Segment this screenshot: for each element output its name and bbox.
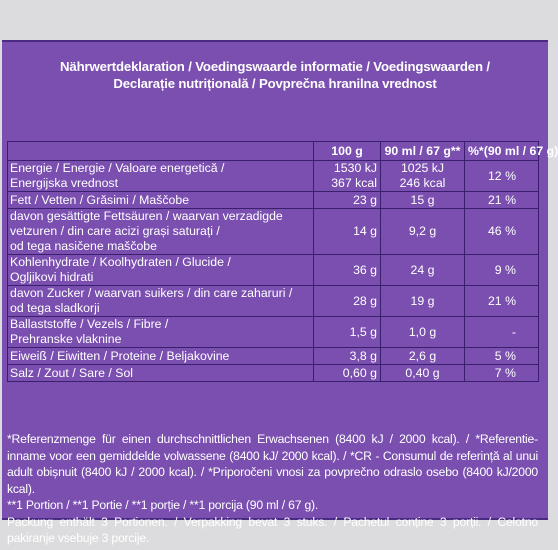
title-line-2: Declarație nutrițională / Povprečna hranilna vrednost xyxy=(113,76,437,91)
title-line-1: Nährwertdeklaration / Voedingswaarde informatie / Voedingswaarden / xyxy=(60,59,490,74)
value-per-portion-line: 24 g xyxy=(410,262,435,277)
table-row xyxy=(8,317,539,348)
value-per-portion xyxy=(381,286,465,317)
nutrition-table xyxy=(7,141,558,382)
value-per-portion-line: 19 g xyxy=(410,293,435,308)
value-per-100g-line: 367 kcal xyxy=(331,176,377,190)
nutrient-label-line: Energijska vrednost xyxy=(10,176,118,190)
value-per-portion xyxy=(381,317,465,348)
value-per-100g xyxy=(314,348,381,365)
nutrient-label xyxy=(8,192,314,209)
table-row xyxy=(8,192,539,209)
nutrition-panel xyxy=(2,40,558,545)
nutrient-label-line: od tega nasičene maščobe xyxy=(10,239,157,253)
nutrient-label xyxy=(8,209,314,255)
header-percent-ri: %*(90 ml / 67 g) xyxy=(465,142,539,161)
table-row xyxy=(8,161,539,192)
value-per-100g xyxy=(314,161,381,192)
value-per-100g xyxy=(314,255,381,286)
value-per-portion xyxy=(381,161,465,192)
nutrient-label-line: vetzuren / din care acizi grași saturați / xyxy=(10,224,220,238)
value-per-100g-line: 0,60 g xyxy=(342,365,377,380)
value-per-portion-line: 2,6 g xyxy=(408,348,437,363)
value-per-portion xyxy=(381,255,465,286)
value-per-portion-line: 15 g xyxy=(410,192,435,207)
value-per-portion xyxy=(381,192,465,209)
header-label xyxy=(8,142,314,161)
table-row xyxy=(8,348,539,365)
value-per-portion-line: 0,40 g xyxy=(405,365,440,380)
nutrient-label-line: Eiweiß / Eiwitten / Proteine / Beljakovine xyxy=(10,348,230,363)
nutrient-label xyxy=(8,348,314,365)
header-per-portion: 90 ml / 67 g** xyxy=(381,142,465,161)
nutrient-label-line: Ballaststoffe / Vezels / Fibre / xyxy=(10,317,169,331)
value-per-100g-line: 1530 kJ xyxy=(333,161,377,175)
value-per-100g-line: 14 g xyxy=(353,224,377,238)
table-row xyxy=(8,209,539,255)
value-per-100g xyxy=(314,192,381,209)
value-per-100g xyxy=(314,365,381,382)
value-per-100g-line: 3,8 g xyxy=(349,348,377,363)
value-per-100g xyxy=(314,317,381,348)
nutrient-label-line: Energie / Energie / Valoare energetică / xyxy=(10,161,225,175)
nutrient-label-line: Salz / Zout / Sare / Sol xyxy=(10,365,134,380)
nutrient-label xyxy=(8,365,314,382)
nutrient-label xyxy=(8,255,314,286)
value-percent-ri: 21 % xyxy=(465,192,539,209)
value-percent-ri: 9 % xyxy=(465,255,539,286)
value-percent-ri: - xyxy=(465,317,539,348)
value-per-100g xyxy=(314,286,381,317)
footnotes xyxy=(7,431,538,547)
table-row xyxy=(8,255,539,286)
value-per-portion xyxy=(381,365,465,382)
value-per-portion xyxy=(381,209,465,255)
value-per-portion-line: 1025 kJ xyxy=(400,161,445,175)
nutrient-label-line: davon Zucker / waarvan suikers / din care zaharuri / xyxy=(10,286,293,300)
value-per-100g-line: 36 g xyxy=(353,262,377,277)
value-per-100g-line: 1,5 g xyxy=(349,324,377,339)
header-per-100g: 100 g xyxy=(314,142,381,161)
nutrient-label-line: davon gesättigte Fettsäuren / waarvan verzadigde xyxy=(10,209,283,223)
value-per-100g-line: 23 g xyxy=(353,192,377,207)
nutrient-label-line: Fett / Vetten / Grăsimi / Maščobe xyxy=(10,192,190,207)
value-percent-ri: 46 % xyxy=(465,209,539,255)
nutrient-label xyxy=(8,317,314,348)
value-percent-ri: 21 % xyxy=(465,286,539,317)
value-per-portion-line: 9,2 g xyxy=(408,224,437,238)
pack-note: Packung enthält 3 Portionen. / Verpakking bevat 3 stuks. / Pachetul conține 3 porții. / Celotno pakiranje vsebuje 3 porcije. xyxy=(7,514,538,545)
nutrient-label-line: Ogljikovi hidrati xyxy=(10,270,94,284)
value-per-portion-line: 246 kcal xyxy=(399,176,446,190)
nutrient-label xyxy=(8,161,314,192)
value-per-100g-line: 28 g xyxy=(353,293,377,308)
nutrient-label-line: Prehranske vlaknine xyxy=(10,332,122,346)
value-per-portion xyxy=(381,348,465,365)
value-per-portion-line: 1,0 g xyxy=(408,324,437,339)
nutrient-label xyxy=(8,286,314,317)
value-percent-ri: 12 % xyxy=(465,161,539,192)
table-row xyxy=(8,286,539,317)
value-percent-ri: 5 % xyxy=(465,348,539,365)
nutrition-title xyxy=(2,42,548,101)
table-header-row xyxy=(8,142,539,161)
value-percent-ri: 7 % xyxy=(465,365,539,382)
nutrient-label-line: od tega sladkorji xyxy=(10,301,100,315)
reference-note: *Referenzmenge für einen durchschnittlichen Erwachsenen (8400 kJ / 2000 kcal). / *Referentie-inname voor een gemiddelde volwassene (8400 kJ/ 2000 kcal). / *CR - Consumul de referință al unui adult obișnuit (8400 kJ / 2000 kcal). / *Priporočeni vnosi za povprečno odraslo osebo (8400 kJ/2000 kcal). xyxy=(7,432,538,496)
nutrient-label-line: Kohlenhydrate / Koolhydraten / Glucide / xyxy=(10,255,231,269)
table-row xyxy=(8,365,539,382)
value-per-100g xyxy=(314,209,381,255)
portion-note: **1 Portion / **1 Portie / **1 porție / **1 porcija (90 ml / 67 g). xyxy=(7,498,319,512)
